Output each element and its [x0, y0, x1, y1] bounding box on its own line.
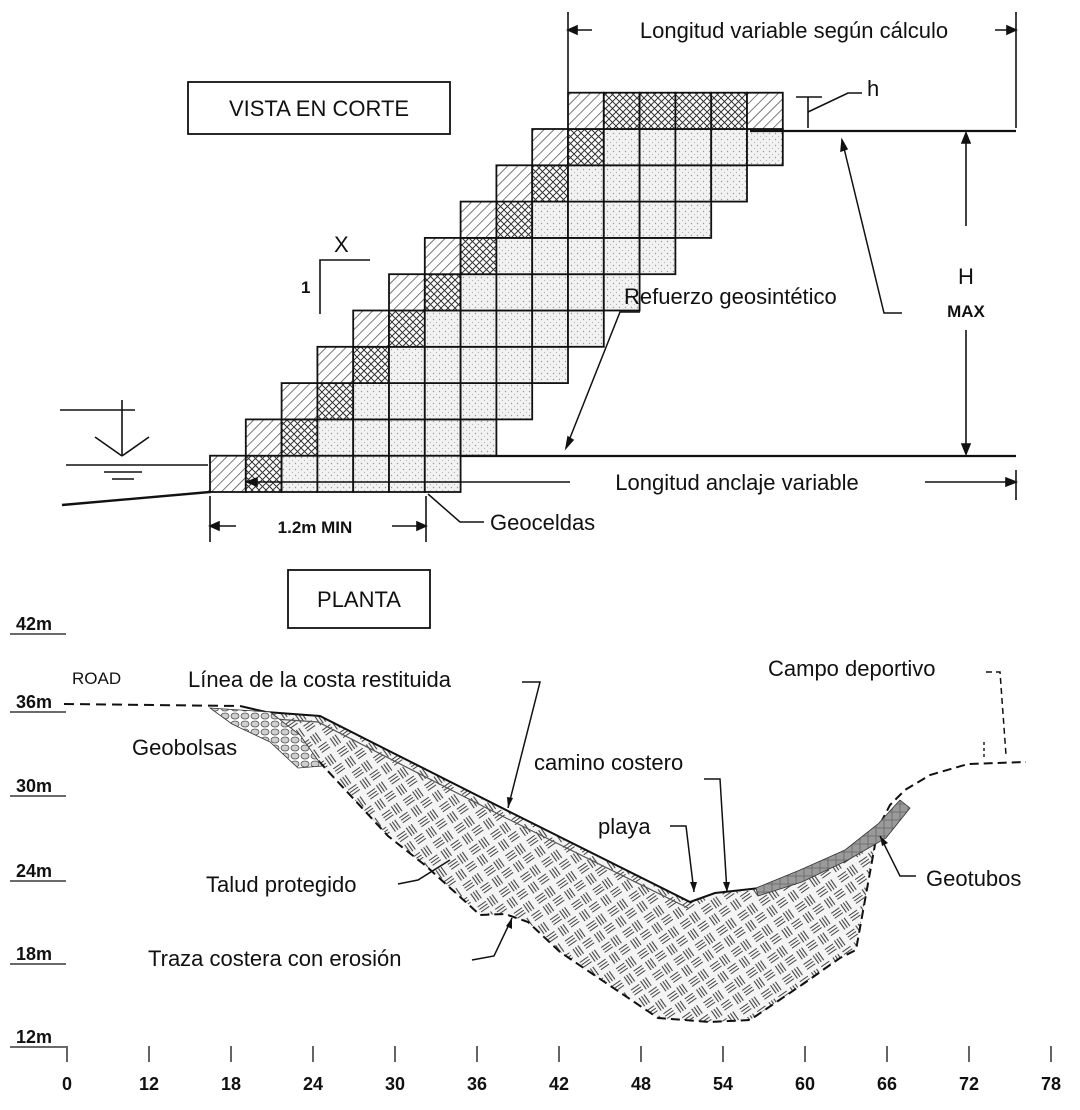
geocell	[317, 419, 353, 455]
geocell	[425, 419, 461, 455]
restored-coast-label: Línea de la costa restituida	[188, 667, 451, 692]
beach-label: playa	[598, 814, 651, 839]
x-tick-label: 12	[138, 1074, 160, 1094]
geocells-label: Geoceldas	[490, 510, 596, 535]
coastal-path-label: camino costero	[534, 750, 684, 775]
protected-slope-label: Talud protegido	[206, 872, 357, 897]
geocell	[496, 311, 532, 347]
geocell	[353, 311, 389, 347]
geocell	[640, 165, 676, 201]
geocell	[568, 93, 604, 129]
geocell	[461, 347, 497, 383]
y-tick-label: 12m	[16, 1027, 53, 1047]
geocell	[675, 129, 711, 165]
coastal-path-leader	[704, 779, 727, 892]
geocell	[282, 419, 318, 455]
geocell	[675, 202, 711, 238]
geocell	[747, 129, 783, 165]
max-label: MAX	[947, 302, 985, 321]
y-axis	[10, 614, 66, 1047]
geobags-label: Geobolsas	[132, 735, 238, 760]
restored-coast-arrow	[507, 797, 513, 808]
water-level-symbol	[60, 400, 208, 479]
x-tick-label: 24	[302, 1074, 324, 1094]
geocell	[640, 93, 676, 129]
geocell	[532, 347, 568, 383]
top-length-label: Longitud variable según cálculo	[639, 18, 949, 43]
toe-ground-line	[62, 490, 210, 505]
road-label: ROAD	[72, 669, 122, 688]
geocell	[425, 456, 461, 492]
geocell	[461, 202, 497, 238]
sports-field-leader	[986, 672, 1006, 755]
geocell	[604, 93, 640, 129]
geocell	[425, 274, 461, 310]
geocell	[568, 274, 604, 310]
geocell	[568, 311, 604, 347]
geocell	[496, 165, 532, 201]
min-width-label: 1.2m MIN	[277, 518, 353, 537]
geocell	[353, 347, 389, 383]
anchor-length-label: Longitud anclaje variable	[615, 470, 859, 495]
geocell	[461, 274, 497, 310]
x-tick-label: 54	[712, 1074, 734, 1094]
section-view	[60, 12, 1016, 542]
x-tick-label: 30	[384, 1074, 406, 1094]
geocell	[389, 347, 425, 383]
plan-title: PLANTA	[317, 587, 401, 612]
geocell	[317, 347, 353, 383]
geocell	[604, 202, 640, 238]
geocell	[317, 383, 353, 419]
geocell	[675, 165, 711, 201]
geocell	[640, 129, 676, 165]
geocell	[496, 347, 532, 383]
geotubes-label: Geotubos	[926, 866, 1022, 891]
x-tick-label: 60	[794, 1074, 816, 1094]
geocells-leader	[428, 494, 484, 522]
geocell	[425, 347, 461, 383]
y-tick-label: 30m	[16, 776, 53, 796]
geocell	[496, 274, 532, 310]
x-tick-label: 18	[220, 1074, 242, 1094]
restored-coast-leader	[508, 682, 540, 808]
H-label: H	[958, 264, 974, 289]
geocell	[532, 238, 568, 274]
y-tick-label: 36m	[16, 692, 53, 712]
x-tick-label: 36	[466, 1074, 488, 1094]
eroded-coast-leader	[472, 918, 512, 960]
geocell	[210, 456, 246, 492]
x-tick-label: 78	[1040, 1074, 1062, 1094]
x-tick-label: 72	[958, 1074, 980, 1094]
geocell	[747, 93, 783, 129]
geocell	[425, 311, 461, 347]
geocell	[711, 93, 747, 129]
geocell	[711, 129, 747, 165]
H-max-dimension	[962, 133, 970, 454]
y-tick-label: 24m	[16, 861, 53, 881]
road-line	[64, 704, 240, 706]
geocell	[389, 456, 425, 492]
geocell	[389, 383, 425, 419]
geocell	[711, 165, 747, 201]
geocell	[604, 165, 640, 201]
geocell	[246, 419, 282, 455]
x-tick-label: 48	[630, 1074, 652, 1094]
plan-view	[10, 570, 1061, 1094]
geocell	[389, 311, 425, 347]
geocell	[496, 383, 532, 419]
x-tick-label: 66	[876, 1074, 898, 1094]
sports-field-label: Campo deportivo	[768, 656, 936, 681]
geocell	[532, 202, 568, 238]
geocell	[532, 165, 568, 201]
geocell	[425, 383, 461, 419]
reinforcement-label: Refuerzo geosintético	[624, 284, 837, 309]
h-dimension	[796, 93, 862, 128]
x-tick-label: 0	[61, 1074, 73, 1094]
geocell	[532, 311, 568, 347]
geocell	[568, 238, 604, 274]
beach-arrow	[690, 882, 697, 892]
geocell	[496, 202, 532, 238]
geocell	[461, 383, 497, 419]
geocell	[640, 202, 676, 238]
geocell	[496, 238, 532, 274]
y-tick-label: 18m	[16, 944, 53, 964]
geocell	[317, 456, 353, 492]
x-tick-label: 42	[548, 1074, 570, 1094]
geocell	[532, 274, 568, 310]
slope-indicator	[320, 260, 370, 314]
geocell	[532, 129, 568, 165]
geocell	[604, 129, 640, 165]
slope-x-label: X	[334, 232, 349, 257]
geocell	[461, 238, 497, 274]
geocell	[282, 383, 318, 419]
section-title: VISTA EN CORTE	[228, 96, 410, 121]
eroded-coast-label: Traza costera con erosión	[148, 946, 402, 971]
geocell	[604, 238, 640, 274]
geocell	[568, 165, 604, 201]
geocell	[675, 93, 711, 129]
geocell	[461, 311, 497, 347]
geocell	[282, 456, 318, 492]
slope-one-label: 1	[301, 278, 311, 297]
geocell	[353, 419, 389, 455]
y-tick-label: 42m	[16, 614, 53, 634]
geocell	[389, 419, 425, 455]
h-label: h	[867, 76, 880, 101]
geocell	[568, 202, 604, 238]
x-axis	[62, 1046, 1061, 1094]
geocell	[425, 238, 461, 274]
geocell	[568, 129, 604, 165]
geocell	[353, 383, 389, 419]
geocell	[353, 456, 389, 492]
geocell	[461, 419, 497, 455]
geocell	[389, 274, 425, 310]
geocell	[640, 238, 676, 274]
geocell	[246, 456, 282, 492]
